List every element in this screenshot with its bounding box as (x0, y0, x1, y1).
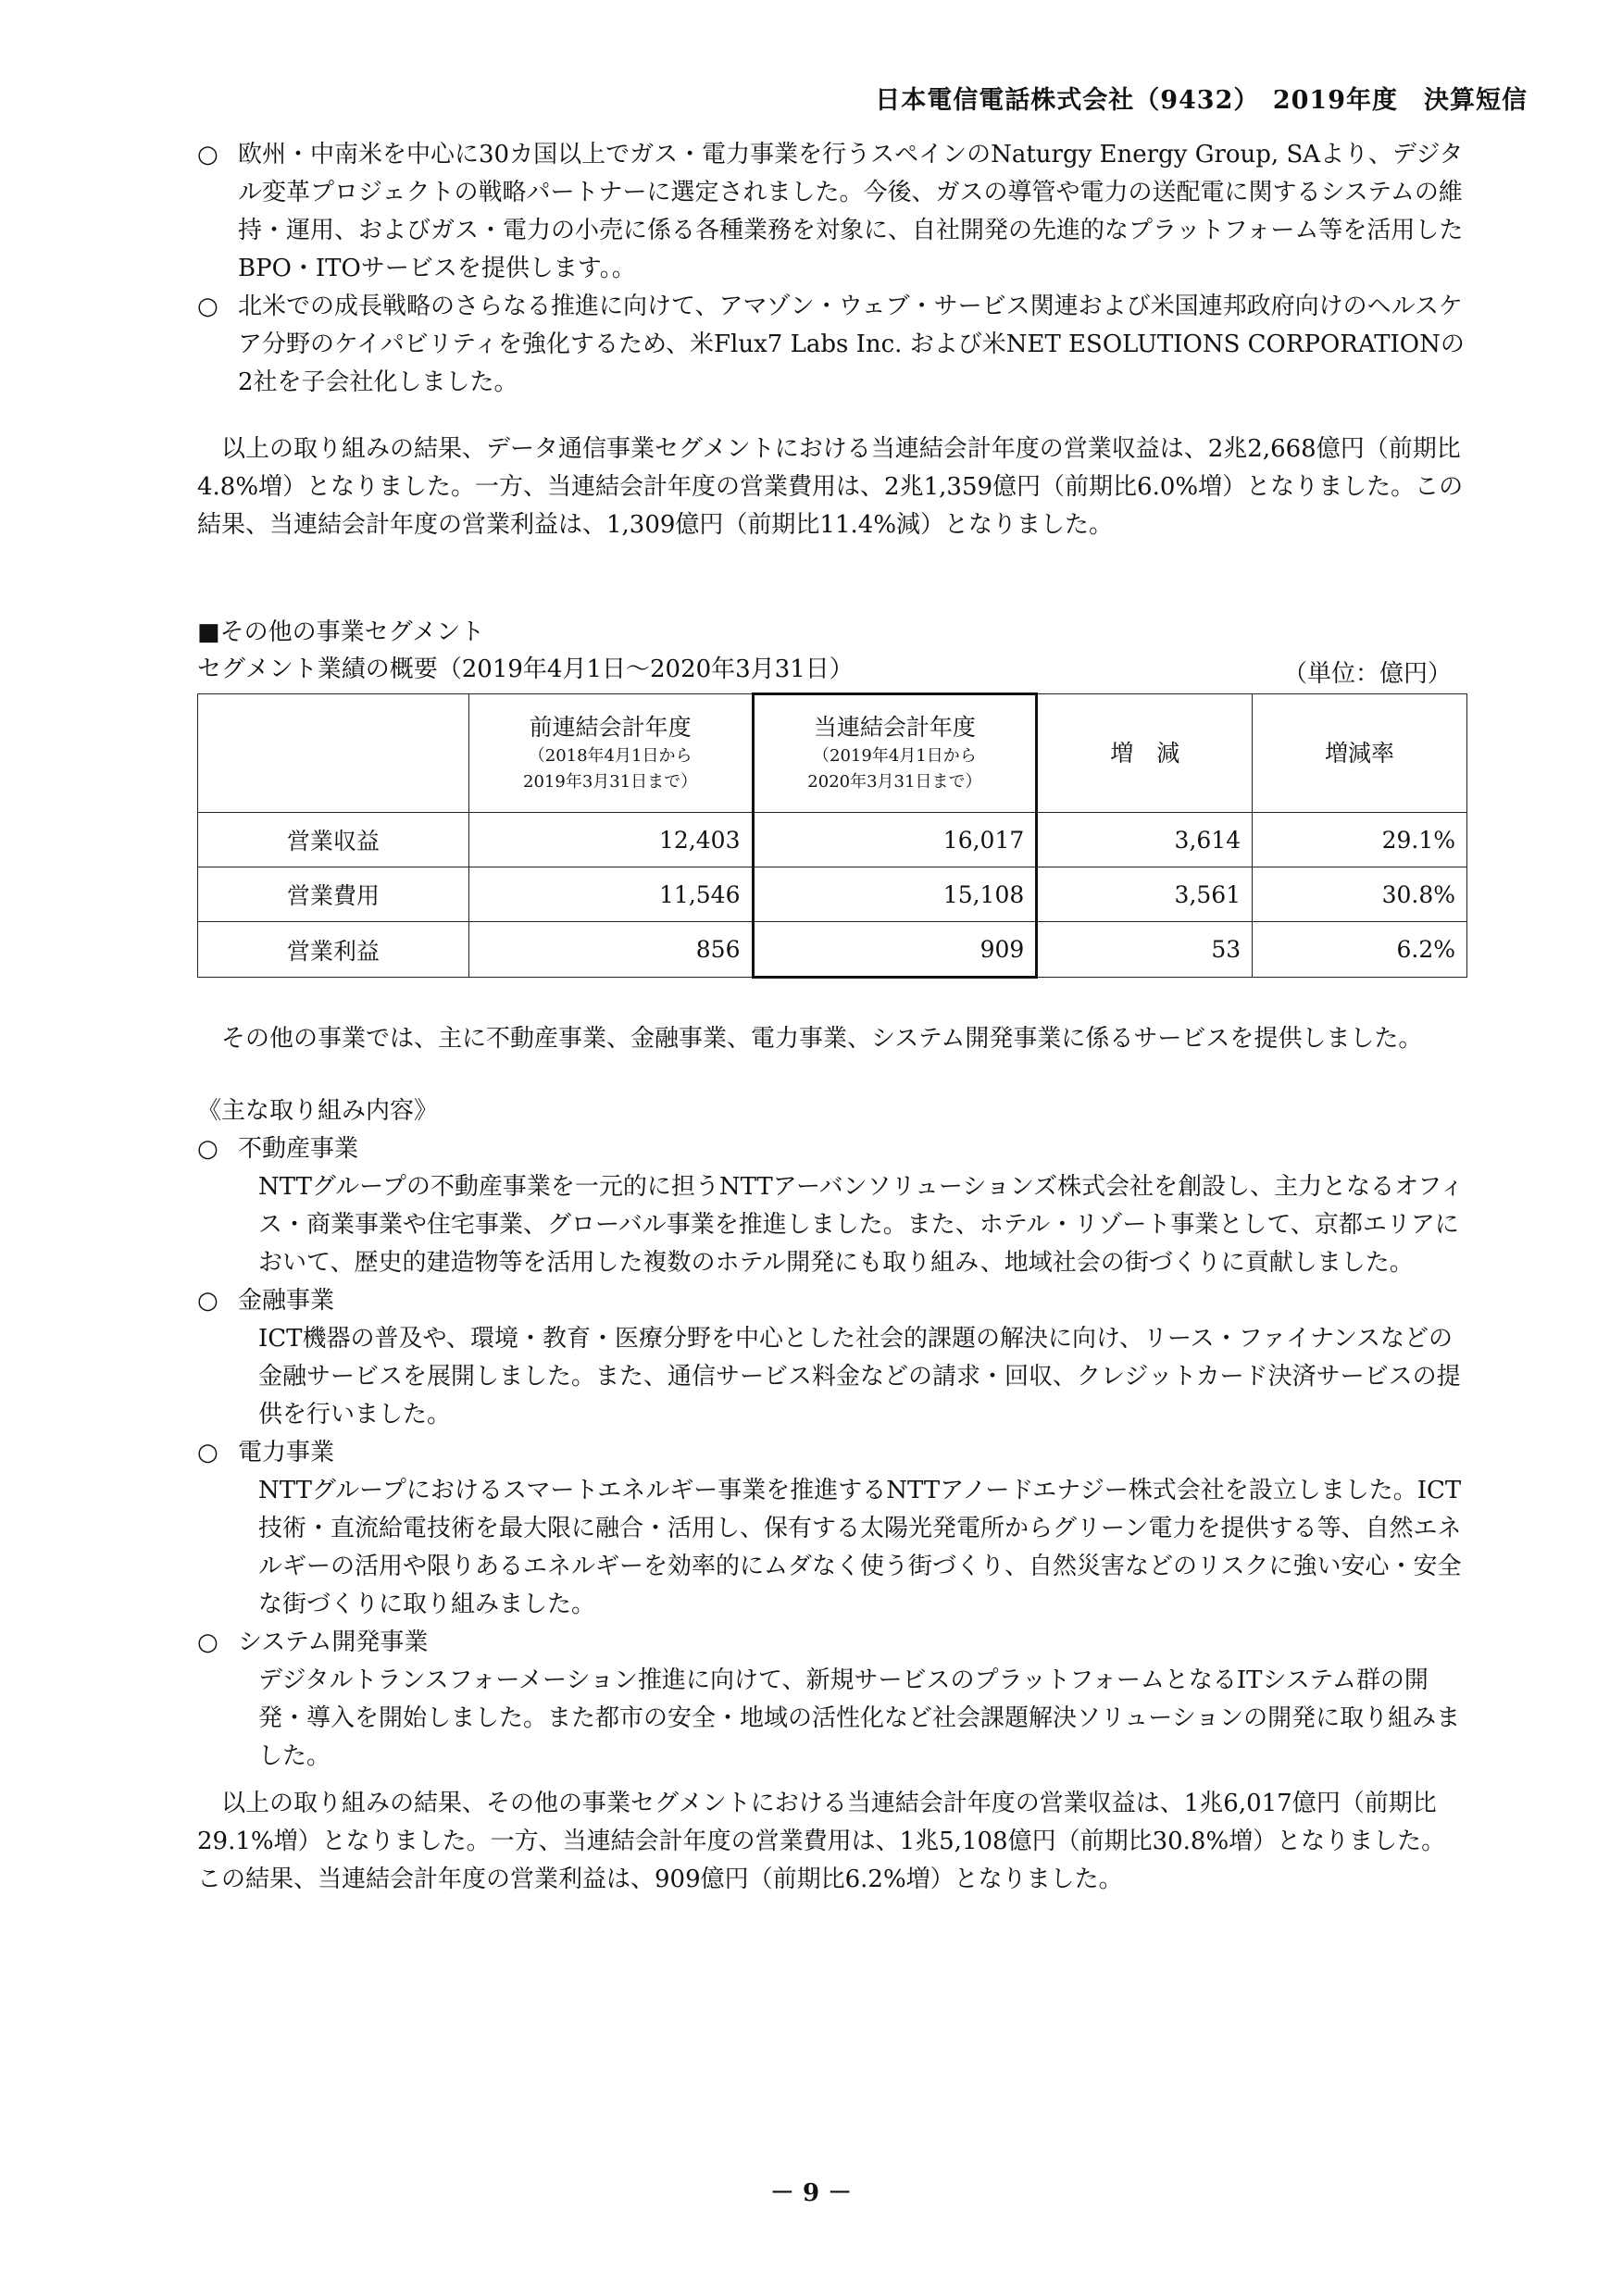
unit-label: （単位：億円） (1282, 660, 1452, 688)
list-item: ○ 欧州・中南米を中心に30カ国以上でガス・電力事業を行うスペインのNaturgy Energy Group, SAより、デジタル変革プロジェクトの戦略パートナーに選定されました。今後、ガスの導管や電力の送配電に関するシステムの維持・運用、およびガス・電力の小売に係る各種業務を対象に、自社開発の先進的なプラットフォーム等を活用したBPO・ITOサービスを提供します。。 (197, 136, 1466, 288)
circle-bullet-icon: ○ (197, 1439, 218, 1466)
initiatives-list (197, 1092, 1466, 1776)
section-title: ■その他の事業セグメント (197, 618, 485, 646)
circle-bullet-icon: ○ (197, 1135, 218, 1163)
page-number: － 9 － (769, 2179, 853, 2207)
segment-results-table (197, 693, 1467, 979)
initiative-body: デジタルトランスフォーメーション推進に向けて、新規サービスのプラットフォームとなるITシステム群の開発・導入を開始しました。また都市の安全・地域の活性化など社会課題解決ソリューションの開発に取り組みました。 (258, 1666, 1461, 1770)
list-item: ○ 電力事業 (197, 1434, 1466, 1472)
initiative-body: ICT機器の普及や、環境・教育・医療分野を中心とした社会的課題の解決に向け、リース・ファイナンスなどの金融サービスを展開しました。また、通信サービス料金などの請求・回収、クレジットカード決済サービスの提供を行いました。 (258, 1325, 1461, 1429)
header-current-year: 当連結会計年度 （2019年4月1日から 2020年3月31日まで） (753, 694, 1037, 813)
list-item: ○ システム開発事業 (197, 1624, 1466, 1662)
list-item: ○ 北米での成長戦略のさらなる推進に向けて、アマゾン・ウェブ・サービス関連および米国連邦政府向けのヘルスケア分野のケイパビリティを強化するため、米Flux7 Labs Inc. および米NET ESOLUTIONS CORPORATIONの2社を子会社化しました。 (197, 288, 1466, 402)
header-rate: 増減率 (1253, 694, 1467, 813)
data-section-summary: 以上の取り組みの結果、データ通信事業セグメントにおける当連結会計年度の営業収益は、2兆2,668億円（前期比4.8%増）となりました。一方、当連結会計年度の営業費用は、2兆1,359億円（前期比6.0%増）となりました。この結果、当連結会計年度の営業利益は、1,309億円（前期比11.4%減）となりました。 (197, 435, 1464, 539)
list-item: ○ 不動産事業 (197, 1130, 1466, 1168)
table-row: 営業収益 12,403 16,017 3,614 29.1% (198, 813, 1467, 867)
header-prev-year: 前連結会計年度 （2018年4月1日から 2019年3月31日まで） (468, 694, 753, 813)
other-segment-intro: その他の事業では、主に不動産事業、金融事業、電力事業、システム開発事業に係るサービスを提供しました。 (221, 1025, 1423, 1053)
circle-bullet-icon: ○ (197, 141, 218, 168)
circle-bullet-icon: ○ (197, 293, 218, 320)
circle-bullet-icon: ○ (197, 1287, 218, 1315)
initiative-body: NTTグループにおけるスマートエネルギー事業を推進するNTTアノードエナジー株式会社を設立しました。ICT技術・直流給電技術を最大限に融合・活用し、保有する太陽光発電所からグリーン電力を提供する等、自然エネルギーの活用や限りあるエネルギーを効率的にムダなく使う街づくり、自然災害などのリスクに強い安心・安全な街づくりに取り組みました。 (258, 1477, 1462, 1618)
other-segment-summary: 以上の取り組みの結果、その他の事業セグメントにおける当連結会計年度の営業収益は、1兆6,017億円（前期比29.1%増）となりました。一方、当連結会計年度の営業費用は、1兆5,108億円（前期比30.8%増）となりました。この結果、当連結会計年度の営業利益は、909億円（前期比6.2%増）となりました。 (197, 1790, 1446, 1893)
data-section-bullets (197, 136, 1466, 402)
circle-bullet-icon: ○ (197, 1628, 218, 1656)
initiative-body: NTTグループの不動産事業を一元的に担うNTTアーバンソリューションズ株式会社を創設し、主力となるオフィス・商業事業や住宅事業、グローバル事業を推進しました。また、ホテル・リゾート事業として、京都エリアにおいて、歴史的建造物等を活用した複数のホテル開発にも取り組み、地域社会の街づくりに貢献しました。 (258, 1173, 1465, 1277)
table-caption: セグメント業績の概要（2019年4月1日～2020年3月31日） (197, 655, 854, 683)
header-empty (198, 694, 469, 813)
table-row: 営業費用 11,546 15,108 3,561 30.8% (198, 867, 1467, 922)
initiatives-title: 《主な取り組み内容》 (197, 1097, 439, 1125)
header-diff: 増 減 (1037, 694, 1253, 813)
table-header-row (198, 694, 1467, 813)
table-row: 営業利益 856 909 53 6.2% (198, 922, 1467, 978)
list-item: ○ 金融事業 (197, 1282, 1466, 1320)
document-header: 日本電信電話株式会社（9432） 2019年度 決算短信 (875, 86, 1528, 115)
